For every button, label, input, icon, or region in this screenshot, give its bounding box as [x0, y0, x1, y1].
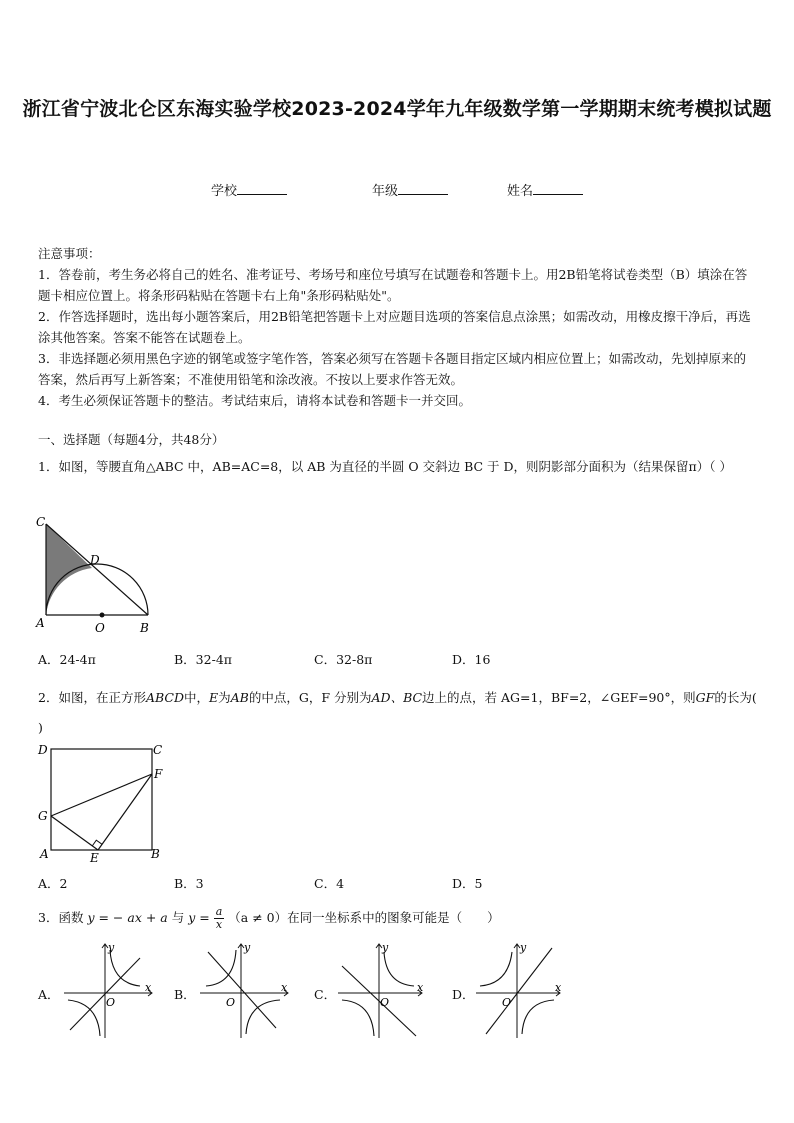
x-axis-label: x	[417, 981, 424, 994]
segment-ge	[51, 816, 98, 850]
y-axis-label: y	[244, 941, 251, 954]
fraction-denominator: x	[215, 918, 223, 931]
label-f: F	[154, 767, 163, 781]
hyperbola-branch	[342, 1000, 374, 1036]
option-b: B．32-4π	[174, 652, 232, 667]
x-axis-label: x	[281, 981, 288, 994]
grade-field	[372, 180, 448, 199]
shaded-region	[46, 524, 92, 615]
q3-graph-d	[472, 938, 572, 1043]
option-d: D．16	[452, 652, 491, 667]
q3-option-d-label: D．	[452, 987, 475, 1002]
option-a: A．2	[38, 876, 68, 891]
label-a: A	[36, 616, 45, 630]
school-blank	[237, 182, 287, 195]
question-3-text	[38, 903, 758, 933]
hyperbola-branch	[110, 950, 140, 986]
y-axis-label: y	[520, 941, 527, 954]
origin-label: O	[380, 996, 390, 1009]
question-2-figure	[30, 740, 175, 868]
note-item: 4．考生必须保证答题卡的整洁。考试结束后，请将本试卷和答题卡一并交回。	[38, 393, 471, 408]
y-axis-label: y	[382, 941, 389, 954]
hyperbola-branch	[384, 952, 414, 986]
q2-square-name: ABCD	[145, 690, 184, 705]
line-graph	[208, 952, 276, 1028]
q3-graph-b	[196, 938, 296, 1043]
label-b: B	[140, 621, 149, 635]
name-label: 姓名	[507, 184, 534, 199]
q3-fraction	[214, 906, 225, 931]
grade-blank	[398, 182, 448, 195]
q2-segment-ab: AB	[230, 690, 249, 705]
q3-option-c-label: C．	[314, 987, 337, 1002]
x-axis-label: x	[555, 981, 562, 994]
y-axis-label: y	[108, 941, 115, 954]
q3-part: 与	[171, 910, 185, 925]
option-b: B．3	[174, 876, 204, 891]
q3-condition: （a ≠ 0）	[228, 910, 288, 925]
hyperbola-branch	[68, 1000, 100, 1036]
q2-sides: AD、BC	[371, 690, 423, 705]
square	[51, 749, 152, 850]
label-e: E	[90, 851, 99, 865]
notes-heading: 注意事项：	[38, 246, 101, 261]
hyperbola-branch	[522, 1000, 554, 1034]
label-o: O	[95, 621, 105, 635]
q3-option-a-label: A．	[38, 987, 60, 1002]
label-a: A	[40, 847, 49, 861]
origin-label: O	[502, 996, 512, 1009]
option-c: C．4	[314, 876, 345, 891]
question-2-text	[38, 683, 774, 743]
question-1-text: 1．如图，等腰直角△ABC 中，AB=AC=8，以 AB 为直径的半圆 O 交斜边 BC 于 D，则阴影部分面积为（结果保留π）（ ）	[38, 459, 732, 474]
q2-part: 2．如图，在正方形	[38, 690, 146, 705]
label-c: C	[36, 515, 46, 529]
name-blank	[533, 182, 583, 195]
q3-graph-a	[60, 938, 160, 1043]
name-field	[507, 180, 583, 199]
hyperbola-branch	[480, 952, 512, 986]
fraction-numerator: a	[215, 905, 223, 918]
q2-part: 的长为( )	[38, 690, 774, 735]
label-d: D	[38, 743, 48, 757]
right-angle-mark	[92, 840, 102, 846]
option-d: D．5	[452, 876, 483, 891]
page-title: 浙江省宁波北仑区东海实验学校2023-2024学年九年级数学第一学期期末统考模拟试题	[22, 98, 772, 120]
school-label: 学校	[211, 184, 238, 199]
q2-part: 中，	[184, 690, 210, 705]
question-1-figure	[30, 512, 160, 637]
q3-graph-c	[334, 938, 434, 1043]
note-item: 1．答卷前，考生务必将自己的姓名、准考证号、考场号和座位号填写在试题卷和答题卡上。用2B铅笔将试卷类型（B）填涂在答题卡相应位置上。将条形码粘贴在答题卡右上角"条形码粘贴处"。	[38, 267, 748, 303]
q3-function-lhs: y =	[188, 910, 210, 925]
q3-part: 在同一坐标系中的图象可能是（ ）	[287, 910, 500, 925]
option-a: A．24-4π	[38, 652, 96, 667]
q2-part: 边上的点，若 AG=1，BF=2，∠GEF=90°，则	[422, 690, 696, 705]
line-graph	[486, 948, 552, 1034]
label-b: B	[151, 847, 160, 861]
center-point	[100, 613, 105, 618]
note-item: 3．非选择题必须用黑色字迹的钢笔或签字笔作答，答案必须写在答题卡各题目指定区域内相应位置上；如需改动，先划掉原来的答案，然后再写上新答案；不准使用铅笔和涂改液。不按以上要求作答无效。	[38, 351, 746, 387]
hyperbola-branch	[246, 1000, 280, 1034]
q2-part: 的中点，G，F 分别为	[248, 690, 372, 705]
note-item: 2．作答选择题时，选出每小题答案后，用2B铅笔把答题卡上对应题目选项的答案信息点涂黑；如需改动，用橡皮擦干净后，再选涂其他答案。答案不能答在试题卷上。	[38, 309, 751, 345]
q2-point-e: E	[209, 690, 219, 705]
origin-label: O	[106, 996, 116, 1009]
section-heading: 一、选择题（每题4分，共48分）	[38, 432, 225, 447]
x-axis-label: x	[145, 981, 152, 994]
notes-section	[38, 243, 758, 411]
q3-part: 3．函数	[38, 910, 84, 925]
q3-function-linear: y = − ax + a	[87, 910, 168, 925]
label-c: C	[153, 743, 163, 757]
q2-segment-gf: GF	[695, 690, 715, 705]
q2-part: 为	[218, 690, 231, 705]
q3-option-b-label: B．	[174, 987, 196, 1002]
label-d: D	[90, 553, 100, 567]
option-c: C．32-8π	[314, 652, 373, 667]
grade-label: 年级	[372, 184, 399, 199]
school-field	[211, 180, 287, 199]
label-g: G	[38, 809, 48, 823]
origin-label: O	[226, 996, 236, 1009]
